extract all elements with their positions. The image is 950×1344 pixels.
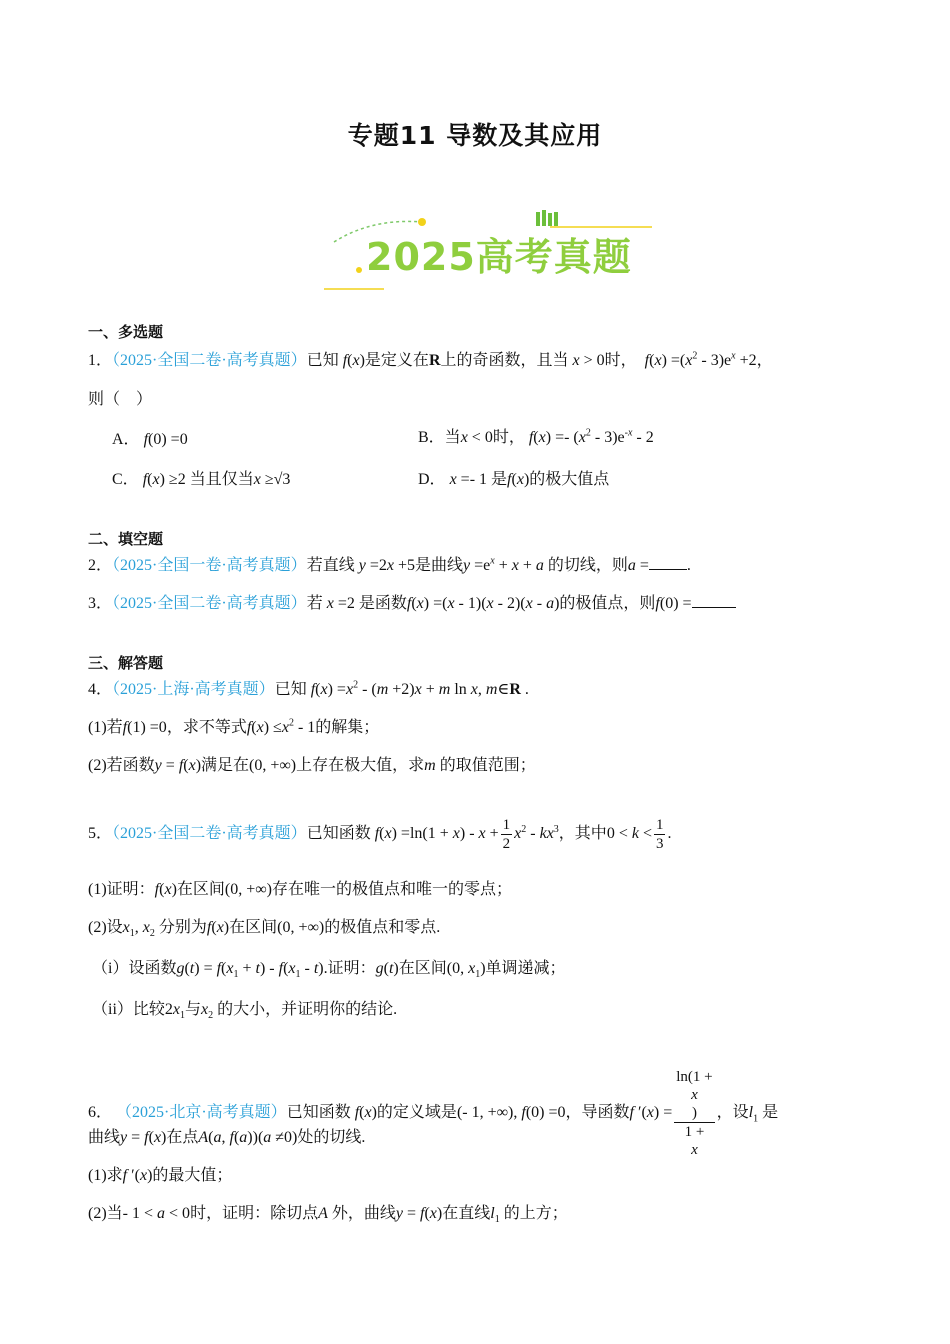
question-5-part-2: (2)设$x_1$, $x_2$ 分别为f(x)在区间(0, +∞)的极值点和零点. <box>88 919 441 940</box>
page-title: 专题11 导数及其应用 <box>347 121 603 150</box>
option-b[interactable]: B．当x < 0时， $f(x) =- (x^2 - 3)e^{-x} - 2$ <box>418 427 654 446</box>
question-6-part-2: (2)当- 1 < a < 0时，证明：除切点A 外，曲线y = f(x)在直线$l_1$ 的上方； <box>88 1205 568 1226</box>
option-a[interactable]: A． f(0) =0 <box>112 431 188 448</box>
question-number: 1． <box>88 352 113 369</box>
answer-blank[interactable] <box>692 593 736 608</box>
question-6: 6． （2025·北京·高考真题）已知函数 f(x)的定义域是(- 1, +∞), f(0) =0，导函数f ′(x) = ln(1 + x ) 1 + x ，设$l_1$ 是 <box>88 1069 779 1158</box>
question-1-prompt: 则（ ） <box>88 391 153 408</box>
banner-text: 2025高考真题 <box>366 235 632 279</box>
question-4-part-2: (2)若函数y = f(x)满足在(0, +∞)上存在极大值，求m 的取值范围； <box>88 757 536 774</box>
question-6-line-2: 曲线y = f(x)在点A(a, f(a))(a ≠0)处的切线. <box>88 1129 366 1146</box>
question-5-part-2-ii: （ii）比较$2x_1$与$x_2$ 的大小，并证明你的结论. <box>92 1001 398 1022</box>
section-heading: 一、多选题 <box>88 323 164 341</box>
question-5: 5．（2025·全国二卷·高考真题）已知函数 f(x) =ln(1 + x) - x + $\frac{1}{2}$ $x^2 - kx^3$，其中0 < k < $\frac{1}{3}$ . <box>88 817 672 852</box>
question-3: 3．（2025·全国二卷·高考真题）若 x =2 是函数f(x) =(x - 1)(x - 2)(x - a)的极值点，则f(0) = <box>88 590 736 613</box>
question-4: 4．（2025·上海·高考真题）已知 $f(x) =x^2 - (m +2)x + m$ ln x, m∈R . <box>88 679 529 698</box>
question-1: 1．（2025·全国二卷·高考真题）已知 f(x)是定义在R上的奇函数，且当 x > 0时， $f(x) =(x^2 - 3)e^x +2$， <box>88 350 773 369</box>
question-source: （2025·全国二卷·高考真题） <box>112 352 307 369</box>
question-6-part-1: (1)求f ′(x)的最大值； <box>88 1167 233 1184</box>
option-c[interactable]: C． f(x) ≥2 当且仅当x ≥√3 <box>112 471 291 488</box>
banner <box>322 200 662 300</box>
section-heading: 二、填空题 <box>88 530 164 548</box>
question-5-part-1: (1)证明：f(x)在区间(0, +∞)存在唯一的极值点和唯一的零点； <box>88 881 513 898</box>
answer-blank[interactable] <box>649 555 687 570</box>
option-d[interactable]: D． x =- 1 是f(x)的极大值点 <box>418 471 610 488</box>
question-2: 2．（2025·全国一卷·高考真题）若直线 y =2x +5是曲线$y =e^x + x + a$ 的切线，则a = . <box>88 555 691 574</box>
question-4-part-1: (1)若f(1) =0，求不等式$f(x) \le x^2 - 1$的解集； <box>88 717 380 736</box>
section-heading: 三、解答题 <box>88 654 164 672</box>
question-5-part-2-i: （i）设函数$g(t) = f(x_1 + t) - f(x_1 - t)$.证明：g(t)在区间(0, $x_1$)单调递减； <box>92 960 566 981</box>
